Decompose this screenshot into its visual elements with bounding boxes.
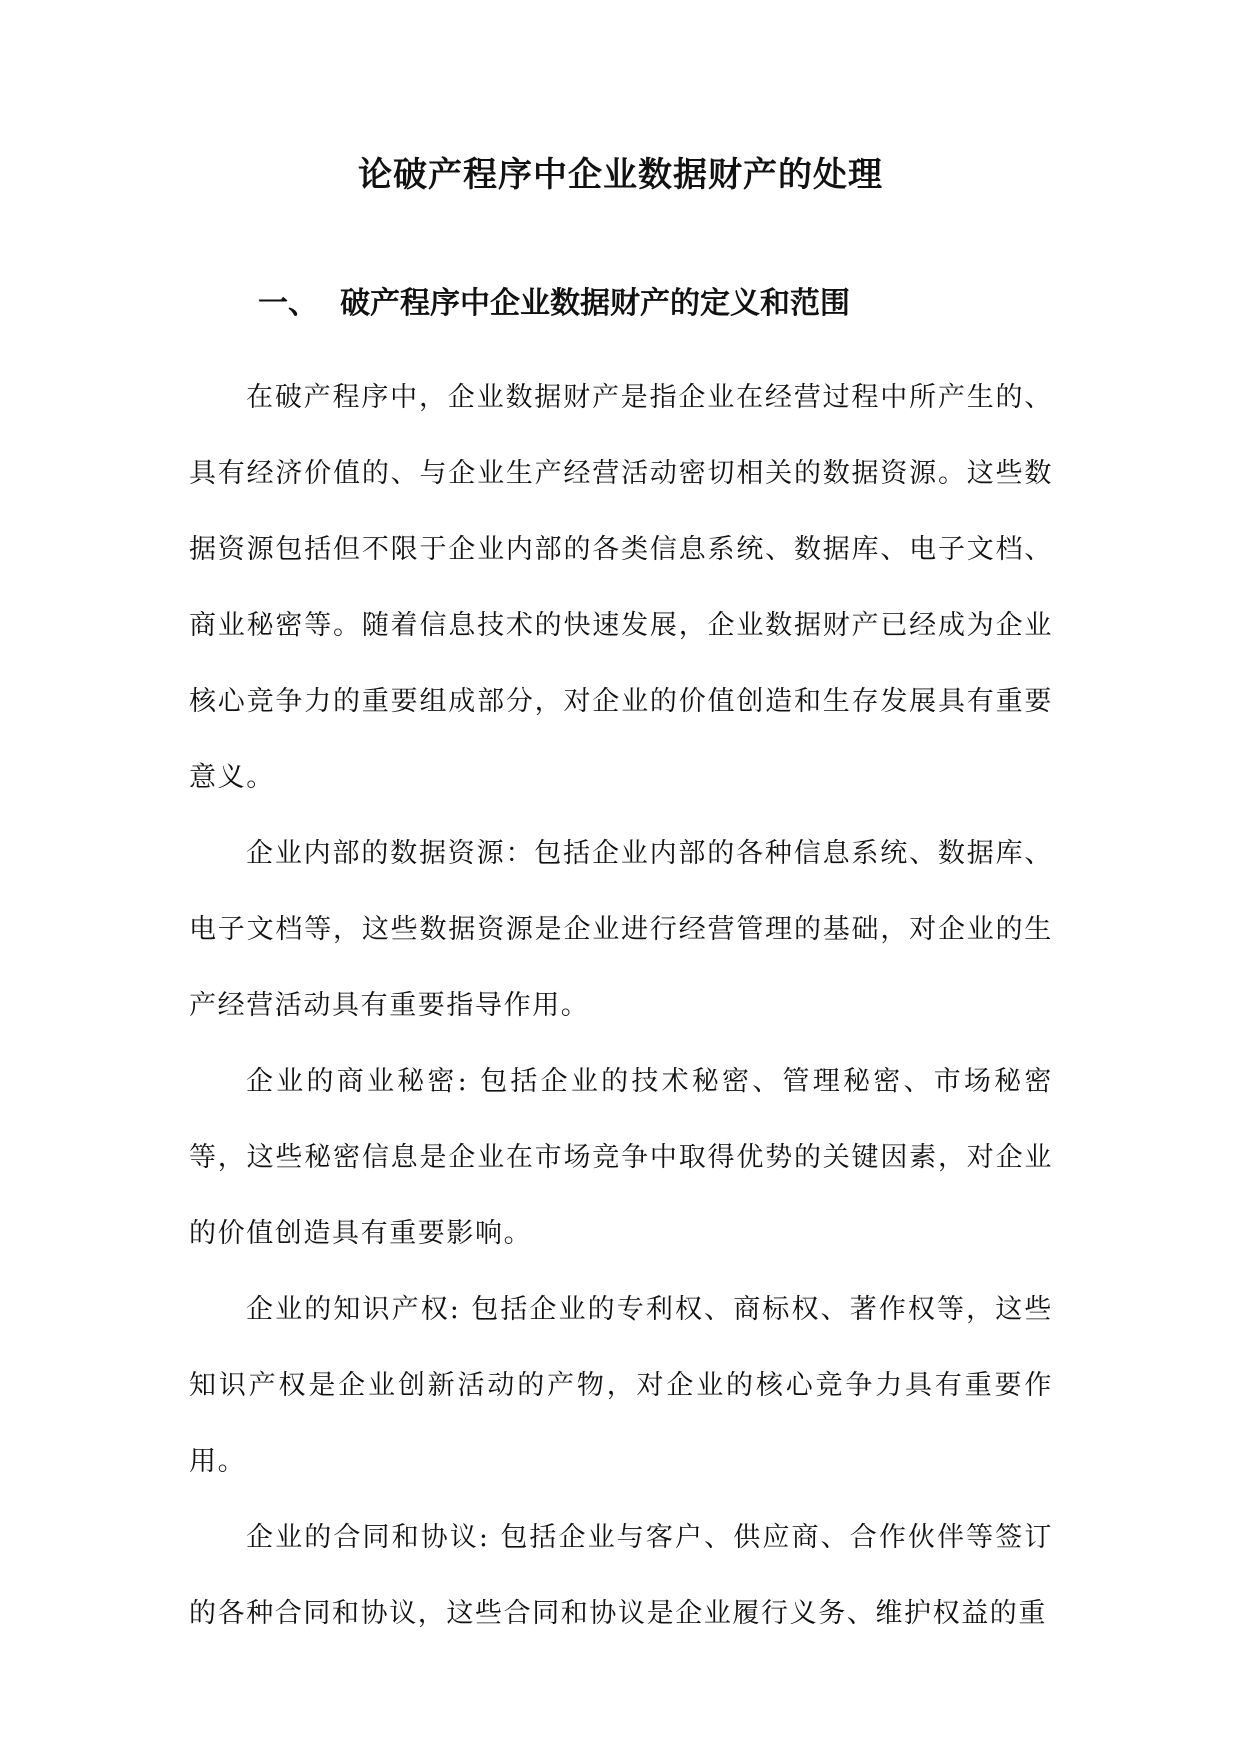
paragraph-intellectual-property: 企业的知识产权: 包括企业的专利权、商标权、著作权等，这些知识产权是企业创新活动的产物，对企业的核心竞争力具有重要作用。 [189,1294,1053,1477]
section-heading [258,280,850,328]
paragraph-contracts: 企业的合同和协议: 包括企业与客户、供应商、合作伙伴等签订的各种合同和协议，这些合同和协议是企业履行义务、维护权益的重 [189,1522,1053,1629]
section-number: 一、 [258,286,318,321]
document-title: 论破产程序中企业数据财产的处理 [358,155,883,195]
paragraph-definition: 在破产程序中，企业数据财产是指企业在经营过程中所产生的、具有经济价值的、与企业生产经营活动密切相关的数据资源。这些数据资源包括但不限于企业内部的各类信息系统、数据库、电子文档、商业秘密等。随着信息技术的快速发展，企业数据财产已经成为企业核心竞争力的重要组成部分，对企业的价值创造和生存发展具有重要意义。 [189,382,1053,793]
paragraph-internal-data: 企业内部的数据资源：包括企业内部的各种信息系统、数据库、电子文档等，这些数据资源是企业进行经营管理的基础，对企业的生产经营活动具有重要指导作用。 [189,838,1053,1021]
document-body [189,360,1053,1652]
paragraph-trade-secrets: 企业的商业秘密: 包括企业的技术秘密、管理秘密、市场秘密等，这些秘密信息是企业在市场竞争中取得优势的关键因素，对企业的价值创造具有重要影响。 [189,1066,1053,1249]
section-heading-text: 破产程序中企业数据财产的定义和范围 [340,286,850,321]
